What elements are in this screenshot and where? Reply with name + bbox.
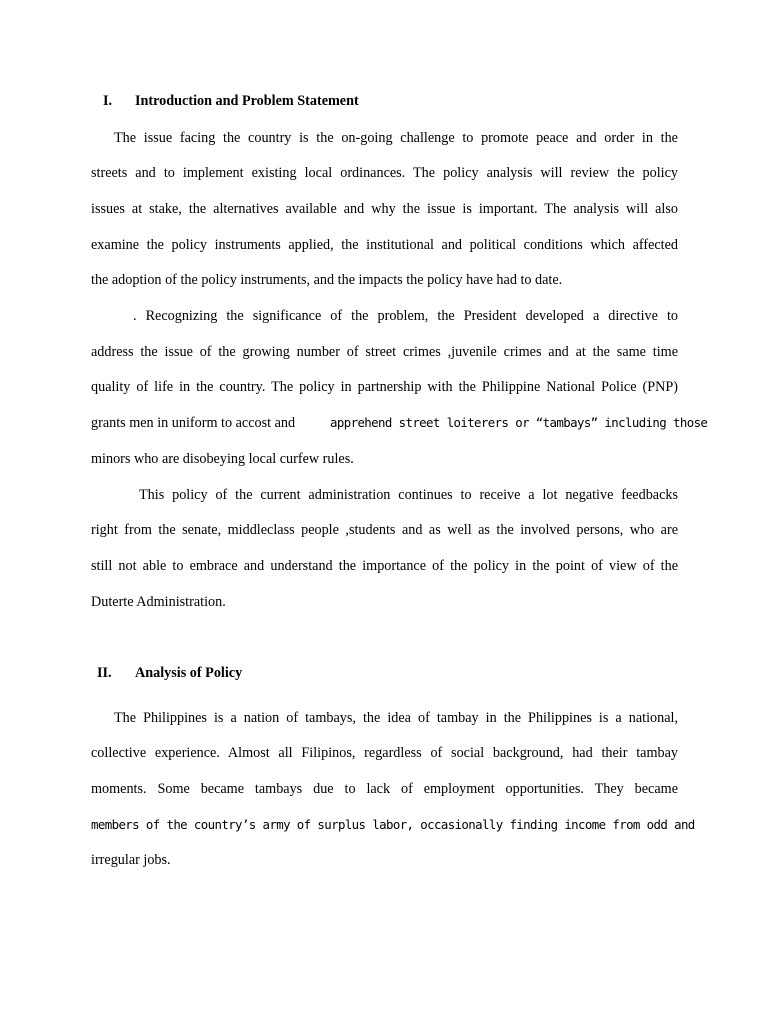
paragraph-line: collective experience. Almost all Filipinos, regardless of social background, had their tambay bbox=[91, 745, 678, 761]
paragraph-line: issues at stake, the alternatives available and why the issue is important. The analysis will also bbox=[91, 201, 678, 217]
section-2-heading: Analysis of Policy bbox=[135, 665, 243, 681]
section-2-number: II. bbox=[97, 665, 112, 681]
paragraph-line: grants men in uniform to accost and bbox=[91, 415, 296, 431]
paragraph-line: streets and to implement existing local ordinances. The policy analysis will review the policy bbox=[91, 165, 678, 181]
paragraph-line: minors who are disobeying local curfew rules. bbox=[91, 451, 354, 467]
paragraph-line: moments. Some became tambays due to lack of employment opportunities. They became bbox=[91, 781, 678, 797]
paragraph-line: . Recognizing the significance of the problem, the President developed a directive to bbox=[133, 308, 678, 324]
paragraph-line: Duterte Administration. bbox=[91, 594, 226, 610]
paragraph-line: This policy of the current administration continues to receive a lot negative feedbacks bbox=[139, 487, 678, 503]
paragraph-line: quality of life in the country. The policy in partnership with the Philippine National Police (PNP) bbox=[91, 379, 678, 395]
paragraph-line: right from the senate, middleclass people ,students and as well as the involved persons, who are bbox=[91, 522, 678, 538]
paragraph-line: still not able to embrace and understand the importance of the policy in the point of view of the bbox=[91, 558, 678, 574]
paragraph-line: members of the country’s army of surplus labor, occasionally finding income from odd and bbox=[91, 817, 695, 832]
paragraph-line: The Philippines is a nation of tambays, the idea of tambay in the Philippines is a national, bbox=[114, 710, 678, 726]
paragraph-line: apprehend street loiterers or “tambays” including those bbox=[330, 415, 708, 430]
section-1-number: I. bbox=[103, 93, 113, 109]
paragraph-line: examine the policy instruments applied, the institutional and political conditions which affected bbox=[91, 237, 678, 253]
paragraph-line: The issue facing the country is the on-going challenge to promote peace and order in the bbox=[114, 130, 678, 146]
paragraph-line: irregular jobs. bbox=[91, 852, 171, 868]
section-1-heading: Introduction and Problem Statement bbox=[135, 93, 359, 109]
paragraph-line: the adoption of the policy instruments, and the impacts the policy have had to date. bbox=[91, 272, 563, 288]
paragraph-line: address the issue of the growing number of street crimes ,juvenile crimes and at the same time bbox=[91, 344, 678, 360]
